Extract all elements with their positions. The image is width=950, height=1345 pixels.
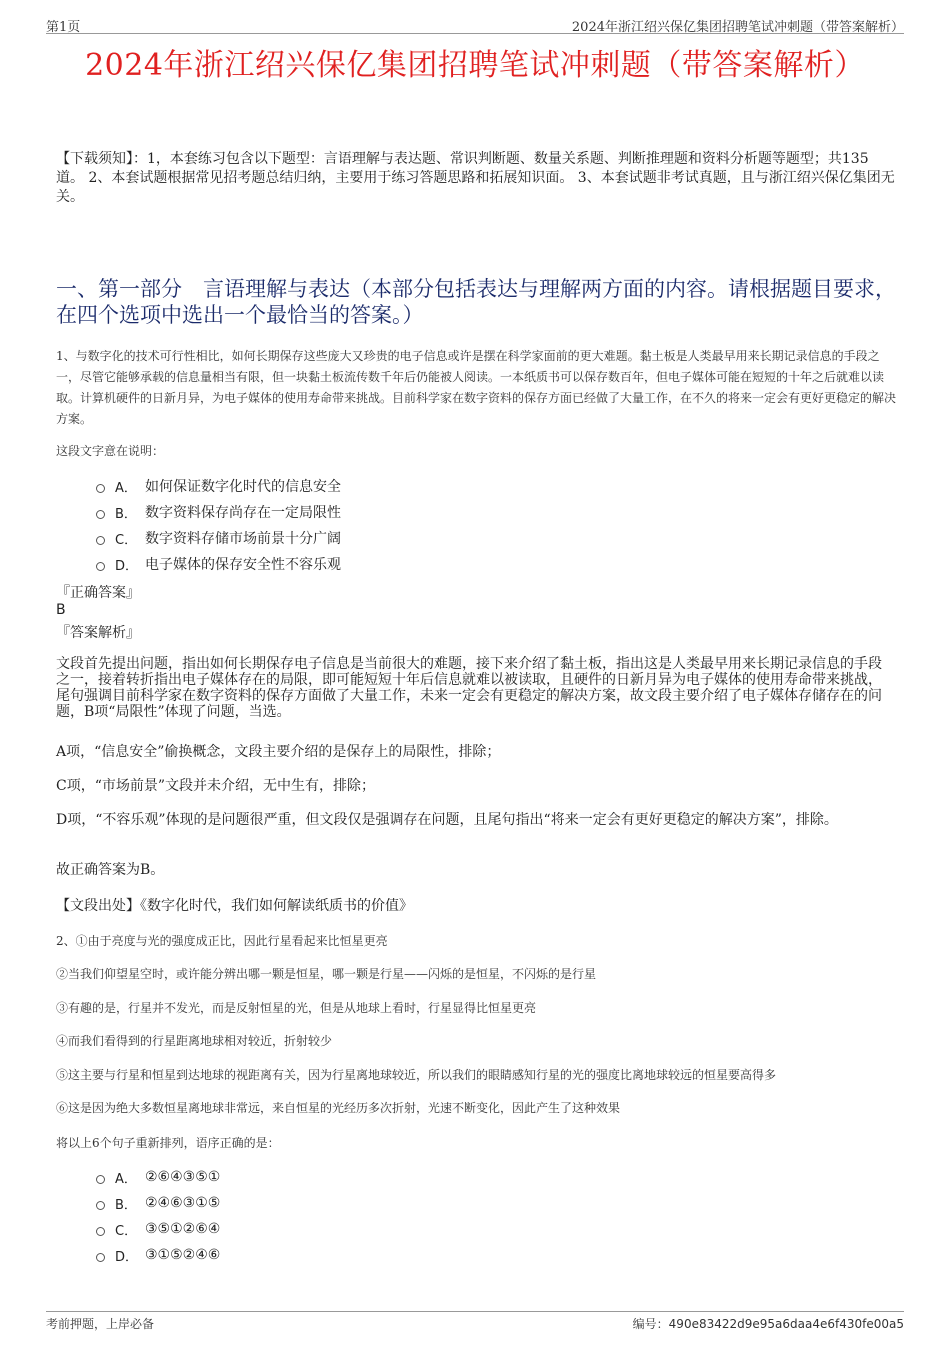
explanation-paragraph: 文段首先提出问题，指出如何长期保存电子信息是当前很大的难题，接下来介绍了黏土板，指出这是人类最早用来长期记录信息的手段之一，接着转折指出电子媒体存在的局限，即可能短短十年后信息就难以被读取，且硬件的日新月异为电子媒体的使用寿命带来挑战，尾句强调目前科学家在数字资料的保存方面做了大量工作，未来一定会有更稳定的解决方案，故文段主要介绍了电子媒体存储存在的问题，B项“局限性”体现了问题，当选。	[56, 656, 882, 720]
option-letter: C．	[115, 1223, 138, 1239]
explanation-option-a: A项，“信息安全”偷换概念，文段主要介绍的是保存上的局限性，排除；	[56, 744, 501, 760]
option-letter: A．	[115, 480, 137, 496]
radio-icon[interactable]	[96, 1227, 105, 1236]
download-notice: 【下载须知】：1，本套练习包含以下题型：言语理解与表达题、常识判断题、数量关系题、判断推理题和资料分析题等题型；共135道。 2、本套试题根据常见招考题总结归纳，主要用于练习答题思路和拓展知识面。 3、本套试题非考试真题，且与浙江绍兴保亿集团无关。	[56, 151, 895, 205]
option-a[interactable]	[96, 1164, 220, 1190]
passage-source: 【文段出处】《数字化时代，我们如何解读纸质书的价值》	[56, 898, 413, 914]
question-2-sentence-1: 2、①由于亮度与光的强度成正比，因此行星看起来比恒星更亮	[56, 934, 388, 948]
correct-answer: B	[56, 602, 66, 618]
explanation-option-c: C项，“市场前景”文段并未介绍，无中生有，排除；	[56, 778, 376, 794]
header-page-number: 第1页	[46, 20, 81, 35]
section-heading: 一、第一部分 言语理解与表达（本部分包括表达与理解两方面的内容。请根据题目要求，在四个选项中选出一个最恰当的答案。）	[56, 277, 896, 327]
option-d[interactable]	[96, 551, 341, 577]
option-c[interactable]	[96, 1216, 220, 1242]
page-title: 2024年浙江绍兴保亿集团招聘笔试冲刺题（带答案解析）	[85, 48, 865, 83]
option-letter: D．	[115, 558, 139, 574]
radio-icon[interactable]	[96, 1253, 105, 1262]
header-divider	[46, 33, 904, 34]
radio-icon[interactable]	[96, 484, 105, 493]
footer-serial-number: 编号：490e83422d9e95a6daa4e6f430fe00a5	[632, 1317, 904, 1331]
radio-icon[interactable]	[96, 1201, 105, 1210]
question-2-prompt: 将以上6个句子重新排列，语序正确的是：	[56, 1136, 280, 1150]
question-1-prompt: 这段文字意在说明：	[56, 444, 165, 458]
option-text: ③①⑤②④⑥	[145, 1247, 221, 1263]
option-letter: B．	[115, 1197, 137, 1213]
radio-icon[interactable]	[96, 510, 105, 519]
option-b[interactable]	[96, 1190, 220, 1216]
radio-icon[interactable]	[96, 562, 105, 571]
radio-icon[interactable]	[96, 536, 105, 545]
option-letter: B．	[115, 506, 137, 522]
option-c[interactable]	[96, 525, 341, 551]
footer-divider	[46, 1311, 904, 1312]
option-b[interactable]	[96, 499, 341, 525]
option-text: 电子媒体的保存安全性不容乐观	[145, 557, 341, 573]
option-text: ③⑤①②⑥④	[145, 1221, 221, 1237]
answer-label: 『正确答案』	[56, 585, 140, 601]
header-doc-title: 2024年浙江绍兴保亿集团招聘笔试冲刺题（带答案解析）	[571, 20, 904, 35]
question-1-options	[96, 473, 341, 577]
explanation-conclusion: 故正确答案为B。	[56, 862, 165, 878]
question-1-stem: 1、与数字化的技术可行性相比，如何长期保存这些庞大又珍贵的电子信息或许是摆在科学家面前的更大难题。黏土板是人类最早用来长期记录信息的手段之一，尽管它能够承载的信息量相当有限，但一块黏土板流传数千年后仍能被人阅读。一本纸质书可以保存数百年，但电子媒体可能在短短的十年之后就难以读取。计算机硬件的日新月异，为电子媒体的使用寿命带来挑战。目前科学家在数字资料的保存方面已经做了大量工作，在不久的将来一定会有更好更稳定的解决方案。	[56, 349, 897, 426]
option-letter: D．	[115, 1249, 139, 1265]
radio-icon[interactable]	[96, 1175, 105, 1184]
option-a[interactable]	[96, 473, 341, 499]
option-text: 数字资料保存尚存在一定局限性	[145, 505, 341, 521]
option-text: ②④⑥③①⑤	[145, 1195, 221, 1211]
option-d[interactable]	[96, 1242, 220, 1268]
question-2-sentence-6: ⑥这是因为绝大多数恒星离地球非常远，来自恒星的光经历多次折射，光速不断变化，因此产生了这种效果	[56, 1101, 621, 1115]
option-letter: C．	[115, 532, 138, 548]
analysis-label: 『答案解析』	[56, 625, 140, 641]
question-2-sentence-4: ④而我们看得到的行星距离地球相对较近，折射较少	[56, 1034, 333, 1048]
question-2-options	[96, 1164, 220, 1268]
question-2-sentence-3: ③有趣的是，行星并不发光，而是反射恒星的光，但是从地球上看时，行星显得比恒星更亮	[56, 1001, 537, 1015]
question-2-sentence-2: ②当我们仰望星空时，或许能分辨出哪一颗是恒星，哪一颗是行星——闪烁的是恒星，不闪烁的是行星	[56, 967, 597, 981]
option-letter: A．	[115, 1171, 137, 1187]
question-2-sentence-5: ⑤这主要与行星和恒星到达地球的视距离有关，因为行星离地球较近，所以我们的眼睛感知行星的光的强度比离地球较远的恒星要高得多	[56, 1068, 777, 1082]
footer-slogan: 考前押题，上岸必备	[46, 1317, 155, 1331]
option-text: 如何保证数字化时代的信息安全	[145, 479, 341, 495]
explanation-option-d: D项，“不容乐观”体现的是问题很严重，但文段仅是强调存在问题，且尾句指出“将来一定会有更好更稳定的解决方案”，排除。	[56, 812, 838, 828]
option-text: ②⑥④③⑤①	[145, 1169, 221, 1185]
option-text: 数字资料存储市场前景十分广阔	[145, 531, 341, 547]
